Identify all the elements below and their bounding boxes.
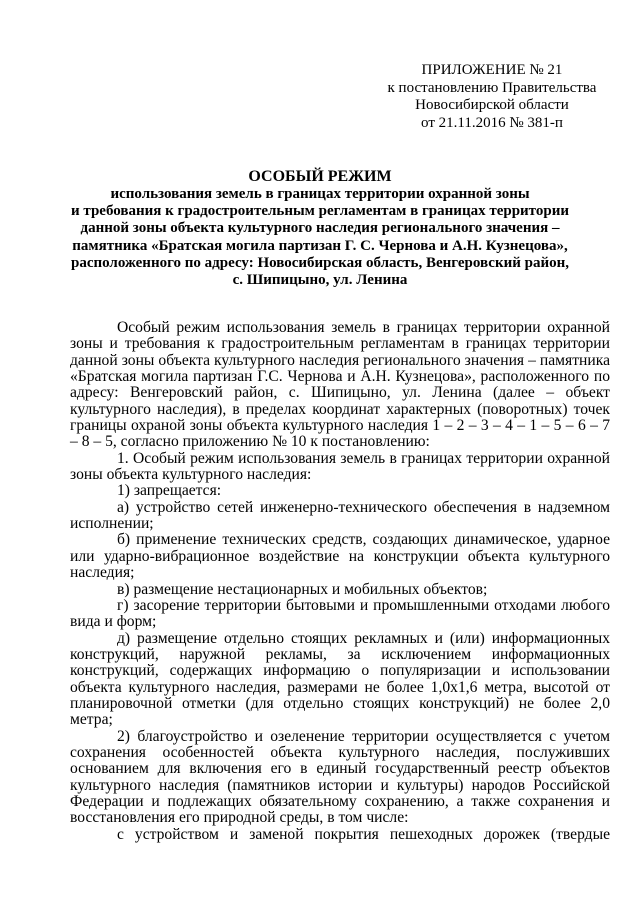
appendix-region: Новосибирской области	[415, 97, 569, 113]
paragraph-intro: Особый режим использования земель в границах территории охранной зоны и требования к градостроительным регламентам в границах территории данной зоны объекта культурного наследия регионального значения – памятника «Братская могила партизан Г.С. Чернова и А.Н. Кузнецова», расположенного по адресу: Венгеровский район, с. Шипицыно, ул. Ленина (далее – объект культурного наследия), в пределах координат характерных (поворотных) точек границы охраной зоны объекта культурного наследия 1 – 2 – 3 – 4 – 1 – 5 – 6 – 7 – 8 – 5, согласно приложению № 10 к постановлению:	[70, 319, 610, 451]
paragraph-section-1: 1. Особый режим использования земель в границах территории охранной зоны объекта культурного наследия:	[70, 449, 610, 484]
paragraph-item-2: 2) благоустройство и озеленение территории осуществляется с учетом сохранения особенностей объекта культурного наследия, послуживших основанием для включения его в единый государственный реестр объектов культурного наследия (памятников истории и культуры) народов Российской Федерации и подлежащих обязательному сохранению, а также сохранения и восстановления его природной среды, в том числе:	[70, 727, 610, 827]
appendix-header	[376, 62, 608, 132]
paragraph-subitem-g: г) засорение территории бытовыми и промышленными отходами любого вида и форм;	[70, 596, 610, 631]
title-main: ОСОБЫЙ РЕЖИМ	[248, 168, 392, 185]
paragraph-subitem-v: в) размещение нестационарных и мобильных объектов;	[117, 580, 488, 598]
title-line: с. Шипицыно, ул. Ленина	[232, 272, 408, 289]
title-subtitle	[70, 186, 570, 289]
title-line: расположенного по адресу: Новосибирская область, Венгеровский район,	[70, 254, 570, 271]
document-body	[70, 320, 610, 843]
paragraph-subitem-a: а) устройство сетей инженерно-технического обеспечения в надземном исполнении;	[70, 498, 610, 533]
title-line: и требования к градостроительным регламентам в границах территории	[71, 203, 569, 220]
paragraph-subitem-d: д) размещение отдельно стоящих рекламных и (или) информационных конструкций, наружной рекламы, за исключением информационных конструкций, содержащих информацию о популяризации и использовании объекта культурного наследия, размерами не более 1,0х1,6 метра, высотой от планировочной отметки (для отдельно стоящих конструкций) не более 2,0 метра;	[70, 629, 610, 729]
paragraph-subitem-b: б) применение технических средств, создающих динамическое, ударное или ударно-вибрационное воздействие на конструкции объекта культурного наследия;	[70, 531, 610, 582]
title-line: данной зоны объекта культурного наследия регионального значения –	[80, 220, 560, 237]
paragraph-item-1: 1) запрещается:	[117, 482, 222, 500]
appendix-date: от 21.11.2016 № 381-п	[421, 114, 563, 131]
title-line: использования земель в границах территории охранной зоны	[110, 186, 530, 202]
appendix-number: ПРИЛОЖЕНИЕ № 21	[421, 62, 563, 78]
title-line: памятника «Братская могила партизан Г. С. Чернова и А.Н. Кузнецова»,	[72, 237, 568, 254]
appendix-decree-ref: к постановлению Правительства	[387, 79, 597, 96]
paragraph-continued: с устройством и заменой покрытия пешеходных дорожек (твердые	[117, 825, 610, 843]
document-title	[70, 167, 570, 289]
